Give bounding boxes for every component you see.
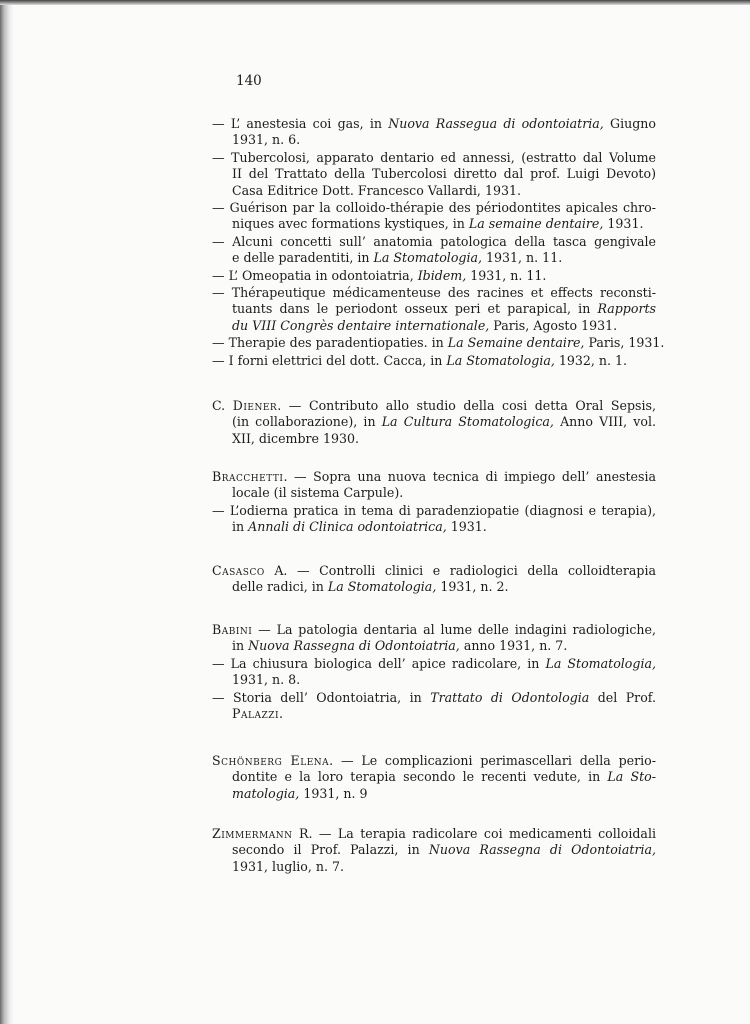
- bibliography-entry: [212, 826, 656, 875]
- entry-line: [212, 200, 656, 216]
- entry-text: Casa Editrice Dott. Francesco Vallardi, 1931.: [232, 182, 521, 198]
- journal-title: matologia,: [232, 785, 300, 801]
- entry-line: [212, 842, 656, 858]
- entry-line: [212, 431, 656, 447]
- bibliography-entry: [212, 469, 656, 502]
- entry-line: [212, 485, 656, 501]
- entry-line: [212, 234, 656, 250]
- entry-text: in: [232, 519, 249, 535]
- entry-line: [212, 116, 656, 132]
- entry-text: secondo il Prof. Palazzi, in: [232, 842, 429, 858]
- entry-text: 1932, n. 1.: [554, 352, 628, 368]
- bibliography-entry: [212, 753, 656, 802]
- entry-line: [212, 706, 656, 722]
- entry-line: [212, 132, 656, 148]
- bibliography-entry: [212, 398, 656, 447]
- entry-line: [212, 318, 656, 334]
- entry-text: XII, dicembre 1930.: [232, 430, 360, 446]
- entry-text: II del Trattato della Tubercolosi diretto dal prof. Luigi Devoto): [232, 166, 656, 182]
- journal-title: La Sto-: [607, 769, 657, 785]
- entry-text: Giugno: [603, 116, 656, 131]
- entry-text: — Tubercolosi, apparato dentario ed annessi, (estratto dal Volume: [212, 149, 656, 165]
- journal-title: La Cultura Stomatologica,: [381, 414, 554, 430]
- entry-line: [212, 183, 656, 199]
- entry-text: 1931.: [446, 519, 487, 535]
- bibliography-entry: [212, 116, 656, 149]
- entry-text: Paris, 1931.: [584, 335, 665, 351]
- author-name: Zimmermann: [212, 826, 293, 841]
- entry-line: [212, 579, 656, 595]
- entry-text: — L’ Omeopatia in odontoiatria,: [212, 267, 418, 283]
- entry-text: A. — Controlli clinici e radiologici della colloidterapia: [264, 563, 656, 578]
- journal-title: La Stomatologia,: [545, 655, 656, 671]
- bibliography-block-zimmermann: [212, 826, 656, 876]
- bibliography-entry: [212, 563, 656, 596]
- entry-text: niques avec formations kystiques, in: [232, 216, 469, 232]
- entry-text: — Therapie des paradentiopaties. in: [212, 335, 448, 351]
- bibliography-block-babini: [212, 622, 656, 723]
- entry-text: — Thérapeutique médicamenteuse des racines et effects reconsti-: [212, 285, 656, 301]
- bibliography-entry: [212, 268, 656, 284]
- bibliography-block-bracchetti: [212, 469, 656, 537]
- entry-line: [212, 622, 656, 638]
- bibliography-block-schonberg: [212, 753, 656, 803]
- entry-line: [212, 335, 665, 351]
- page-number: 140: [236, 73, 262, 89]
- journal-title: du VIII Congrès dentaire internationale,: [232, 317, 490, 333]
- entry-line: [212, 638, 656, 654]
- entry-text: del Prof.: [589, 689, 657, 705]
- bibliography-entry: [212, 503, 656, 536]
- entry-text: Anno VIII, vol.: [553, 414, 656, 430]
- bibliography-entry: [212, 656, 656, 689]
- author-name: Babini: [212, 622, 253, 637]
- entry-line: [212, 150, 656, 166]
- journal-title: La Stomatologia,: [373, 250, 482, 266]
- entry-text: delle radici, in: [232, 579, 328, 595]
- entry-line: [212, 469, 656, 485]
- entry-text: . — Sopra una nuova tecnica di impiego dell’ anestesia: [283, 469, 656, 484]
- author-name: Casasco: [212, 563, 265, 578]
- bibliography-entry: [212, 234, 656, 267]
- entry-text: (in collaborazione), in: [232, 414, 382, 430]
- entry-line: [212, 285, 656, 301]
- entry-line: [212, 563, 656, 579]
- entry-text: — Guérison par la colloido-thérapie des périodontites apicales chro-: [212, 200, 656, 216]
- entry-line: [212, 414, 656, 430]
- entry-text: R. — La terapia radicolare coi medicamenti colloidali: [292, 826, 656, 841]
- bibliography-entry: [212, 335, 665, 351]
- journal-title: Rapports: [597, 301, 656, 317]
- entry-text: — La chiusura biologica dell’ apice radicolare, in: [212, 655, 546, 671]
- entry-text: 1931, n. 11.: [482, 250, 563, 266]
- bibliography-entry: [212, 200, 656, 233]
- author-name: Palazzi: [232, 706, 280, 722]
- entry-line: [212, 353, 656, 369]
- entry-line: [212, 503, 656, 519]
- entry-text: anno 1931, n. 7.: [459, 638, 568, 654]
- author-name: Bracchetti: [212, 469, 284, 484]
- entry-line: [212, 769, 656, 785]
- bibliography-entry: [212, 622, 656, 655]
- journal-title: La Semaine dentaire,: [447, 335, 585, 351]
- journal-title: La Stomatologia,: [327, 579, 437, 595]
- bibliography-block-casasco: [212, 563, 656, 597]
- entry-line: [212, 753, 656, 769]
- entry-line: [212, 301, 656, 317]
- entry-text: 1931, n. 8.: [232, 672, 301, 688]
- entry-text: dontite e la loro terapia secondo le recenti vedute, in: [232, 769, 608, 785]
- entry-line: [212, 656, 656, 672]
- entry-text: 1931, n. 6.: [232, 132, 301, 148]
- entry-text: in: [232, 638, 249, 654]
- scan-binding-edge: [0, 0, 14, 1024]
- author-name: Diener: [232, 398, 278, 413]
- entry-text: 1931, luglio, n. 7.: [232, 858, 345, 874]
- entry-line: [212, 786, 656, 802]
- entry-text: C.: [212, 398, 233, 413]
- bibliography-block-continued: [212, 116, 665, 370]
- journal-title: La semaine dentaire,: [468, 216, 604, 232]
- bibliography-entry: [212, 285, 656, 334]
- entry-line: [212, 690, 656, 706]
- entry-line: [212, 268, 656, 284]
- entry-line: [212, 672, 656, 688]
- entry-line: [212, 859, 656, 875]
- author-name: Schönberg Elena: [212, 753, 330, 768]
- entry-text: . — Contributo allo studio della cosi detta Oral Sepsis,: [277, 398, 656, 413]
- entry-text: — Storia dell’ Odontoiatria, in: [212, 689, 431, 705]
- journal-title: Ibidem,: [417, 267, 467, 283]
- bibliography-entry: [212, 353, 656, 369]
- journal-title: Nuova Rassegua di odontoiatria,: [388, 116, 604, 131]
- entry-text: .: [279, 706, 284, 722]
- entry-text: 1931.: [603, 216, 644, 232]
- entry-line: [212, 166, 656, 182]
- journal-title: Trattato di Odontologia: [430, 689, 590, 705]
- entry-text: 1931, n. 2.: [436, 579, 509, 595]
- entry-text: — L’odierna pratica in tema di paradenziopatie (diagnosi e terapia),: [212, 502, 656, 518]
- entry-text: — Alcuni concetti sull’ anatomia patologica della tasca gengivale: [212, 233, 656, 249]
- entry-line: [212, 826, 656, 842]
- scan-top-edge: [0, 0, 750, 5]
- entry-text: e delle paradentiti, in: [232, 250, 374, 266]
- bibliography-block-diener: [212, 398, 656, 448]
- bibliography-entry: [212, 150, 656, 199]
- entry-text: Paris, Agosto 1931.: [489, 317, 618, 333]
- journal-title: La Stomatologia,: [446, 352, 555, 368]
- entry-text: 1931, n. 9: [299, 785, 368, 801]
- entry-text: — L’ anestesia coi gas, in: [212, 116, 389, 131]
- entry-line: [212, 250, 656, 266]
- journal-title: Nuova Rassegna di Odontoiatria,: [428, 842, 657, 858]
- entry-line: [212, 519, 656, 535]
- journal-title: Annali di Clinica odontoiatrica,: [248, 519, 447, 535]
- entry-line: [212, 398, 656, 414]
- bibliography-entry: [212, 690, 656, 723]
- entry-line: [212, 216, 656, 232]
- entry-text: . — Le complicazioni perimascellari della perio-: [329, 753, 656, 768]
- entry-text: — I forni elettrici del dott. Cacca, in: [212, 352, 447, 368]
- entry-text: tuants dans le periodont osseux peri et parapical, in: [232, 301, 598, 317]
- journal-title: Nuova Rassegna di Odontoiatria,: [248, 638, 460, 654]
- entry-text: locale (il sistema Carpule).: [232, 485, 404, 501]
- entry-text: — La patologia dentaria al lume delle indagini radiologiche,: [252, 622, 656, 637]
- entry-text: 1931, n. 11.: [466, 267, 547, 283]
